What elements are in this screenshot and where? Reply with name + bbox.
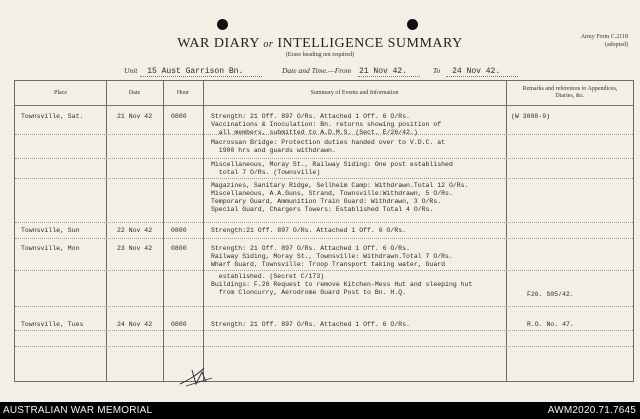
entry-summary: Strength:21 Off. 897 O/Rs. Attached 1 Off. 6 O/Rs. bbox=[211, 227, 407, 234]
army-form-adopted: (adopted) bbox=[605, 42, 628, 48]
entry-place: Townsville, Sun bbox=[21, 227, 80, 234]
row-rule bbox=[15, 330, 633, 331]
entry-summary: Strength: 21 Off. 897 O/Rs. Attached 1 Off. 6 O/Rs. Railway Siding, Moray St., Townsville: Withdrawn.Total 7 O/Rs. Wharf Guard, Townsville: Troop Transport taking water, Guard bbox=[211, 245, 453, 268]
title-or: or bbox=[263, 39, 274, 50]
header-summary: Summary of Events and Information bbox=[310, 89, 399, 96]
date-to-value: 24 Nov 42. bbox=[452, 67, 501, 76]
entry-place: Townsville, Sat. bbox=[21, 113, 84, 120]
date-from-underline bbox=[358, 76, 420, 77]
punch-hole-left bbox=[217, 19, 228, 30]
row-rule bbox=[15, 270, 633, 271]
entry-remarks: (W 3008-9) bbox=[511, 113, 551, 120]
unit-label: Unit bbox=[124, 66, 138, 75]
footer-institution: AUSTRALIAN WAR MEMORIAL bbox=[3, 405, 153, 416]
col-divider bbox=[106, 81, 107, 381]
entry-remarks: F26. S05/42. bbox=[527, 291, 574, 298]
entry-hour: 0800 bbox=[171, 113, 187, 120]
entry-date: 21 Nov 42 bbox=[117, 113, 153, 120]
unit-value: 15 Aust Garrison Bn. bbox=[147, 67, 244, 76]
to-line bbox=[433, 66, 500, 76]
header-hour: Hour bbox=[176, 89, 190, 96]
entry-hour: 0800 bbox=[171, 227, 187, 234]
entry-summary: Strength: 21 Off. 897 O/Rs. Attached 1 Off. 6 O/Rs. bbox=[211, 321, 410, 328]
row-rule bbox=[15, 178, 633, 179]
col-divider bbox=[203, 81, 204, 381]
entry-date: 23 Nov 42 bbox=[117, 245, 153, 252]
header-date: Date bbox=[128, 89, 141, 96]
entry-hour: 0800 bbox=[171, 245, 187, 252]
header-rule bbox=[15, 105, 633, 106]
entry-summary: Strength: 21 Off. 897 O/Rs. Attached 1 Off. 6 O/Rs. Vaccinations & Inoculation: Bn. returns showing position of all members, submitted to A.D.M.S. (Sect. E/26/42.) bbox=[211, 113, 442, 136]
date-line bbox=[282, 66, 407, 76]
col-divider bbox=[163, 81, 164, 381]
form-title bbox=[0, 36, 640, 52]
title-war-diary: WAR DIARY bbox=[177, 36, 260, 51]
date-to-underline bbox=[446, 76, 518, 77]
row-rule bbox=[15, 238, 633, 239]
row-rule bbox=[15, 306, 633, 307]
entry-place: Townsville, Mon bbox=[21, 245, 80, 252]
signature-mark bbox=[178, 362, 218, 388]
date-from-value: 21 Nov 42. bbox=[358, 67, 407, 76]
army-form-number: Army Form C.2118 bbox=[580, 34, 628, 40]
entry-remarks: R.O. No. 47. bbox=[527, 321, 574, 328]
army-form-label bbox=[581, 33, 628, 49]
col-divider bbox=[506, 81, 507, 381]
punch-hole-right bbox=[407, 19, 418, 30]
entry-summary: established. (Secret C/173) Buildings: F.26 Request to remove Kitchen-Mess Hut and sleeping hut from Cloncurry, Aerodrome Guard Post to Bn. H.Q. bbox=[211, 273, 473, 296]
entry-date: 24 Nov 42 bbox=[117, 321, 153, 328]
diary-table bbox=[14, 80, 634, 382]
entry-summary: Magazines, Sanitary Ridge, Sellheim Camp: Withdrawn.Total 12 O/Rs. Miscellaneous, A.A.Guns, Strand, Townsville:Withdrawn, 5 O/Rs. Temporary Guard, Ammunition Train Guard: Withdrawn, 3 O/Rs. Special Guard, Chargers Towers: Established Total 4 O/Rs. bbox=[211, 182, 469, 213]
form-subtitle: (Erase heading not required) bbox=[285, 52, 355, 58]
unit-underline bbox=[140, 76, 262, 77]
entry-place: Townsville, Tues bbox=[21, 321, 84, 328]
date-from-label: Date and Time.—From bbox=[282, 66, 352, 75]
row-rule bbox=[15, 222, 633, 223]
entry-summary: Miscellaneous, Moray St., Railway Siding: One post established total 7 O/Rs. (Townsville) bbox=[211, 161, 453, 176]
row-rule bbox=[15, 158, 633, 159]
footer-accession-number: AWM2020.71.7645 bbox=[547, 405, 636, 416]
unit-line bbox=[124, 66, 243, 76]
header-remarks: Remarks and references to Appendices, Diaries, &c. bbox=[522, 86, 618, 99]
row-rule bbox=[15, 346, 633, 347]
title-intelligence-summary: INTELLIGENCE SUMMARY bbox=[277, 36, 463, 51]
entry-date: 22 Nov 42 bbox=[117, 227, 153, 234]
header-place: Place bbox=[54, 89, 67, 96]
entry-summary: Macrossan Bridge: Protection duties handed over to V.D.C. at 1900 hrs and guards withdrawn. bbox=[211, 139, 446, 154]
entry-hour: 0800 bbox=[171, 321, 187, 328]
date-to-label: To bbox=[433, 66, 441, 75]
